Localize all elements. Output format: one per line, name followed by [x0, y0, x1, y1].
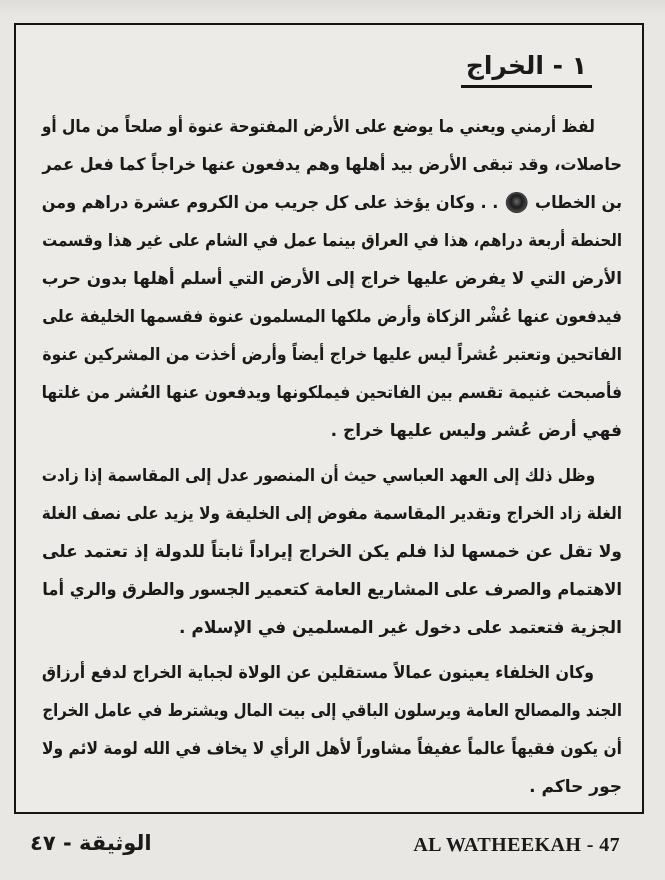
text-line: أن يكون فقيهاً عالماً عفيفاً مشاوراً لأهل الرأي لا يخاف في الله لومة لائم ولا	[41, 739, 622, 759]
text-line: الاهتمام والصرف على المشاريع العامة كتعمير الجسور والطرق والري أما	[42, 580, 623, 600]
text-line: الحنطة أربعة دراهم، هذا في العراق بينما عمل في الشام على غير هذا وقسمت	[42, 231, 623, 251]
page-title: ١ - الخراج	[461, 51, 592, 88]
text-line: جور حاكم .	[529, 777, 622, 797]
footer-page-label-arabic: الوثيقة - ٤٧	[30, 831, 152, 855]
page-border-frame	[14, 23, 644, 814]
text-line: حاصلات، وقد تبقى الأرض بيد أهلها وهم يدفعون عنها خراجاً كما فعل عمر	[42, 155, 622, 175]
text-line	[41, 184, 622, 222]
text-line: فيدفعون عنها عُشْر الزكاة وأرض ملكها المسلمون عنوة فقسمها الخليفة على	[42, 307, 623, 327]
text-segment: . . وكان يؤخذ على كل جريب من الكروم عشرة دراهم ومن	[41, 193, 504, 213]
text-line: فهي أرض عُشر وليس عليها خراج .	[330, 421, 622, 441]
paragraph-3	[42, 654, 622, 806]
text-line: لفظ أرمني ويعني ما يوضع على الأرض المفتوحة عنوة أو صلحاً من مال أو	[41, 117, 595, 137]
document-body-text	[42, 108, 622, 806]
title-row	[16, 25, 642, 88]
text-line: وكان الخلفاء يعينون عمالاً مستقلين عن الولاة لجباية الخراج لدفع أرزاق	[41, 663, 595, 683]
text-line: وظل ذلك إلى العهد العباسي حيث أن المنصور عدل إلى المقاسمة إذا زادت	[41, 466, 596, 486]
text-line: الغلة زاد الخراج وتقدير المقاسمة مفوض إلى الخليفة ولا يزيد على نصف الغلة	[41, 504, 622, 524]
text-line: الفاتحين وتعتبر عُشراً ليس عليها خراج أيضاً وأرض أخذت من المشركين عنوة	[42, 345, 622, 365]
text-line: فأصبحت غنيمة تقسم بين الفاتحين فيملكونها ويدفعون عنها العُشر من غلتها	[41, 383, 622, 403]
text-line: الجند والمصالح العامة ويرسلون الباقي إلى بيت المال ويشترط في عامل الخراج	[42, 701, 622, 721]
text-segment: بن الخطاب	[529, 193, 622, 213]
honorific-seal-icon	[507, 193, 527, 212]
text-line: الأرض التي لا يفرض عليها خراج إلى الأرض التي أسلم أهلها بدون حرب	[41, 269, 622, 289]
footer-page-label-english: AL WATHEEKAH - 47	[413, 834, 620, 856]
paragraph-2	[42, 457, 622, 647]
text-line: الجزية فتعتمد على دخول غير المسلمين في الإسلام .	[178, 618, 622, 638]
paragraph-1	[42, 108, 622, 450]
text-line: ولا تقل عن خمسها لذا فلم يكن الخراج إيراداً ثابتاً للدولة إذ تعتمد على	[42, 542, 622, 562]
